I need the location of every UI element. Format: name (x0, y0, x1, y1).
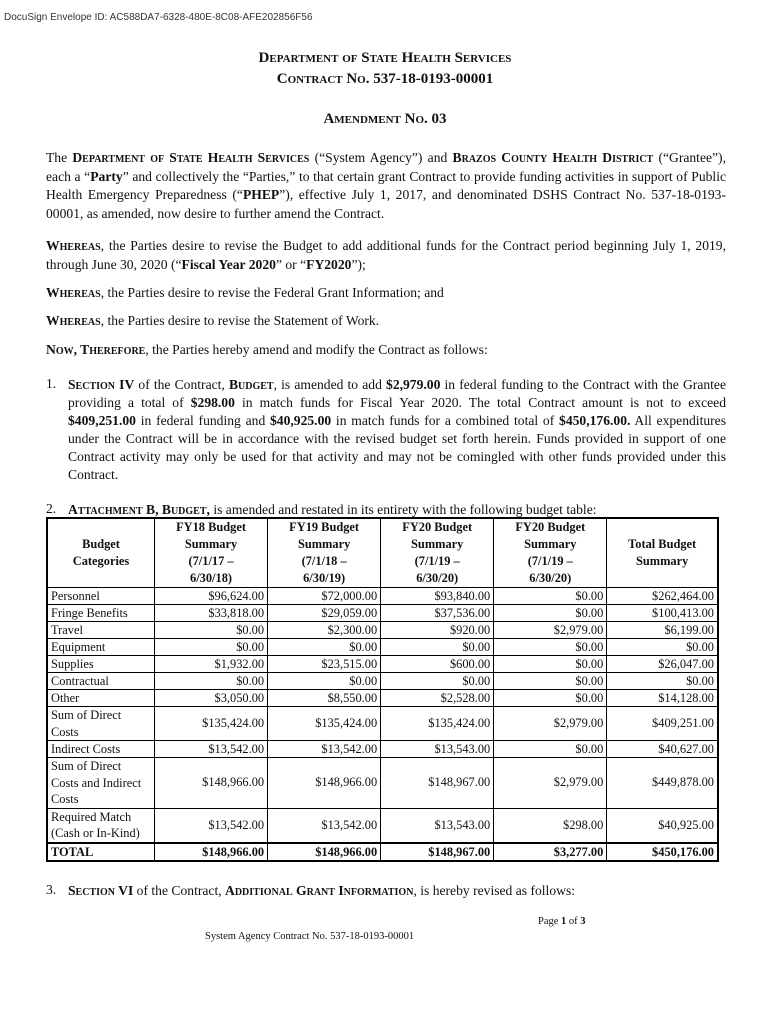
table-row: Travel $0.00 $2,300.00 $920.00 $2,979.00 $6,199.00 (47, 622, 718, 639)
now-therefore-paragraph: Now, Therefore, the Parties hereby amend and modify the Contract as follows: (46, 342, 488, 357)
docusign-envelope-id: DocuSign Envelope ID: AC588DA7-6328-480E-8C08-AFE202856F56 (4, 12, 313, 23)
header-fy20: FY20 Budget Summary (7/1/19 – 6/30/20) (381, 518, 494, 588)
item-3-text: Section VI of the Contract, Additional Grant Information, is hereby revised as follows: (68, 883, 576, 898)
grantee-name: Brazos County Health District (452, 150, 654, 165)
item-2-text: Attachment B, Budget, is amended and restated in its entirety with the following budget table: (68, 502, 597, 517)
whereas-federal-paragraph: Whereas, the Parties desire to revise the Federal Grant Information; and (46, 285, 444, 300)
whereas-budget-paragraph: Whereas, the Parties desire to revise the Budget to add additional funds for the Contract period beginning July 1, 2019, through June 30, 2020 (“Fiscal Year 2020” or “FY2020”); (46, 238, 726, 272)
footer-contract-number: System Agency Contract No. 537-18-0193-00001 (205, 931, 415, 942)
phep-term: PHEP (242, 187, 280, 202)
item-1-text: Section IV of the Contract, Budget, is amended to add $2,979.00 in federal funding to the Contract with the Grantee providing a total of $298.00 in match funds for Fiscal Year 2020. The total Contract amount is not to exceed $409,251.00 in federal funding and $40,925.00 in match funds for a combined total of $450,176.00. All expenditures under the Contract will be in accordance with the revised budget set forth herein. Funds provided in support of one Contract activity may only be used for that activity and may not be comingled with other funds provided under this Contract. (68, 377, 726, 483)
table-row: Other $3,050.00 $8,550.00 $2,528.00 $0.00 $14,128.00 (47, 690, 718, 707)
table-row: Sum of Direct Costs and Indirect Costs $148,966.00 $148,966.00 $148,967.00 $2,979.00 $449,878.00 (47, 758, 718, 809)
table-row: Contractual $0.00 $0.00 $0.00 $0.00 $0.00 (47, 673, 718, 690)
item-3-number: 3. (46, 882, 57, 897)
header-categories: Budget Categories (47, 518, 155, 588)
header-fy20-amendment: FY20 Budget Summary (7/1/19 – 6/30/20) (494, 518, 607, 588)
party-term: Party (90, 168, 123, 184)
budget-table (46, 517, 719, 862)
intro-paragraph: The Department of State Health Services (“System Agency”) and Brazos County Health District (“Grantee”), each a “Party” and collectively the “Parties,” to that certain grant Contract to provide funding activities in support of Public Health Emergency Preparedness (“PHEP”), effective July 1, 2017, and denominated DSHS Contract No. 537-18-0193-00001, as amended, now desire to further amend the Contract. (46, 150, 726, 221)
table-row: Equipment $0.00 $0.00 $0.00 $0.00 $0.00 (47, 639, 718, 656)
department-title: Department of State Health Services (258, 50, 512, 66)
budget-table-header (47, 518, 718, 588)
contract-number-title: Contract No. 537-18-0193-00001 (276, 71, 494, 87)
amendment-title: Amendment No. 03 (323, 111, 447, 127)
page-number: Page 1 of 3 (538, 916, 586, 927)
item-1-number: 1. (46, 376, 57, 391)
table-row: Fringe Benefits $33,818.00 $29,059.00 $37,536.00 $0.00 $100,413.00 (47, 605, 718, 622)
table-row: Indirect Costs $13,542.00 $13,542.00 $13,543.00 $0.00 $40,627.00 (47, 741, 718, 758)
whereas-sow-paragraph: Whereas, the Parties desire to revise the Statement of Work. (46, 313, 380, 328)
header-fy19: FY19 Budget Summary (7/1/18 – 6/30/19) (268, 518, 381, 588)
item-2-number: 2. (46, 501, 57, 516)
table-row: Required Match (Cash or In-Kind) $13,542.00 $13,542.00 $13,543.00 $298.00 $40,925.00 (47, 808, 718, 843)
agency-name: Department of State Health Services (72, 150, 310, 165)
table-total-row: TOTAL $148,966.00 $148,966.00 $148,967.00 $3,277.00 $450,176.00 (47, 843, 718, 861)
header-fy18: FY18 Budget Summary (7/1/17 – 6/30/18) (155, 518, 268, 588)
header-total: Total Budget Summary (607, 518, 718, 588)
table-row: Sum of Direct Costs $135,424.00 $135,424.00 $135,424.00 $2,979.00 $409,251.00 (47, 707, 718, 741)
table-row: Personnel $96,624.00 $72,000.00 $93,840.00 $0.00 $262,464.00 (47, 588, 718, 605)
table-row: Supplies $1,932.00 $23,515.00 $600.00 $0.00 $26,047.00 (47, 656, 718, 673)
